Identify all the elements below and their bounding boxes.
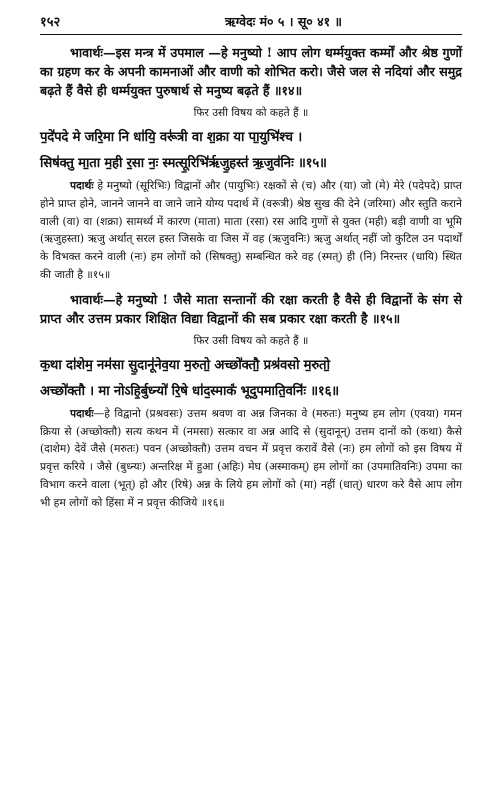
mantra-line: क॒था दा॑शेम॒ नम॑सा सु॒दानू॑नेव॒या म॒रुतो॒ अच्छो॑क्तौ॒ प्रश्र॑वसो म॒रुतो॒ xyxy=(40,357,330,373)
section-text: —इस मन्त्र में उपमाल —हे मनुष्यो ! आप लोग धर्म्मयुक्त कर्म्मों और श्रेष्ठ गुणों का ग्रहण कर के अपनी कामनाओं और वाणी को शोभित करो। जैसे जल से नदियां और समुद्र बढ़ते हैं वैसे ही धर्म्मयुक्त पुरुषार्थ से मनुष्य बढ़ते हैं ॥१४॥ xyxy=(40,45,462,98)
page-header xyxy=(40,12,462,35)
mantra-line: प॒दे॑पदे मे जरि॒मा नि धा॑यि॒ वरू॑त्री वा श॒क्रा या पा॒युभि॑श्च । xyxy=(40,130,303,145)
section-heading: फिर उसी विषय को कहते हैं ॥ xyxy=(193,334,309,347)
mantra-line: अच्छो॑क्तौ । मा नोऽहि॒र्बुध्न्यो॑ रि॒षे धा॑द॒स्माकं॑ भूदुपमाति॒वनिः॑ ॥१६॥ xyxy=(40,383,339,399)
section-text: —हे मनुष्यो ! जैसे माता सन्तानों की रक्षा करती है वैसे ही विद्वानों के संग से प्राप्त और उत्तम प्रकार शिक्षित विद्या विद्वानों की सब प्रकार रक्षा करती है ॥१५॥ xyxy=(40,291,462,326)
padartha-15 xyxy=(40,177,462,284)
section-label: भावार्थः xyxy=(70,45,103,60)
bhavartha-15 xyxy=(40,290,462,328)
section-heading: फिर उसी विषय को कहते हैं ॥ xyxy=(193,107,309,119)
page-number: १५२ xyxy=(40,15,61,30)
section-label: पदार्थः xyxy=(70,406,94,420)
section-label: भावार्थः xyxy=(70,291,103,307)
section-label: पदार्थः xyxy=(70,179,94,192)
running-title: ऋग्वेदः मं० ५ । सू० ४१ ॥ xyxy=(224,14,342,29)
bhavartha-14 xyxy=(40,43,462,100)
section-text: हे मनुष्यो (सूरिभिः) विद्वानों और (पायुभिः) रक्षकों से (च) और (या) जो (मे) मेरे (पदेपदे) प्राप्त होने प्राप्त होने, जानने जानने वा जाने जाने योग्य पदार्थ में (वरूत्री) श्रेष्ठ सुख की देने (जरिमा) और स्तुति कराने वाली (वा) वा (शक्रा) सामर्थ्य में कारण (माता) माता (रसा) रस आदि गुणों से युक्त (मही) बड़ी वाणी वा भूमि (ऋजुहस्ता) ऋजु अर्थात् सरल हस्त जिसके वा जिस में वह (ऋजुवनिः) ऋजु अर्थात् नहीं जो कुटिल उन पदार्थों के विभक्त करने वाली (नः) हम लोगों को (सिषक्तु) सम्बन्धित करे वह (स्मत्) ही (नि) निरन्तर (धायि) स्थित की जाती है ॥१५॥ xyxy=(40,179,462,281)
mantra-15 xyxy=(40,125,462,177)
mantra-line: सिष॑क्तु मा॒ता म॒ही र॒सा नः॒ स्मत्सू॒रिभि॑र्ऋजु॒हस्त॑ ऋ॒जुव॑निः ॥१५॥ xyxy=(40,156,327,171)
padartha-16 xyxy=(40,405,462,512)
mantra-16 xyxy=(40,353,462,405)
section-text: —हे विद्वानो (प्रश्रवसः) उत्तम श्रवण वा अन्न जिनका वे (मरुतः) मनुष्य हम लोग (एवया) गमन क्रिया से (अच्छोक्तौ) सत्य कथन में (नमसा) सत्कार वा अन्न आदि से (सुदानून्) उत्तम दानों को (कथा) कैसे (दाशेम) देवें जैसे (मरुतः) पवन (अच्छोक्तौ) उत्तम वचन में प्रवृत्त करावें वैसे (नः) हम लोगों को इस विषय में प्रवृत्त करिये । जैसे (बुध्न्यः) अन्तरिक्ष में हुआ (अहिः) मेघ (अस्माकम्) हम लोगों का (उपमातिवनिः) उपमा का विभाग करने वाला (भूत्) हो और (रिषे) अन्न के लिये हम लोगों को (मा) नहीं (धात्) धारण करे वैसे आप लोग भी हम लोगों को हिंसा में न प्रवृत्त कीजिये ॥१६॥ xyxy=(40,406,462,509)
